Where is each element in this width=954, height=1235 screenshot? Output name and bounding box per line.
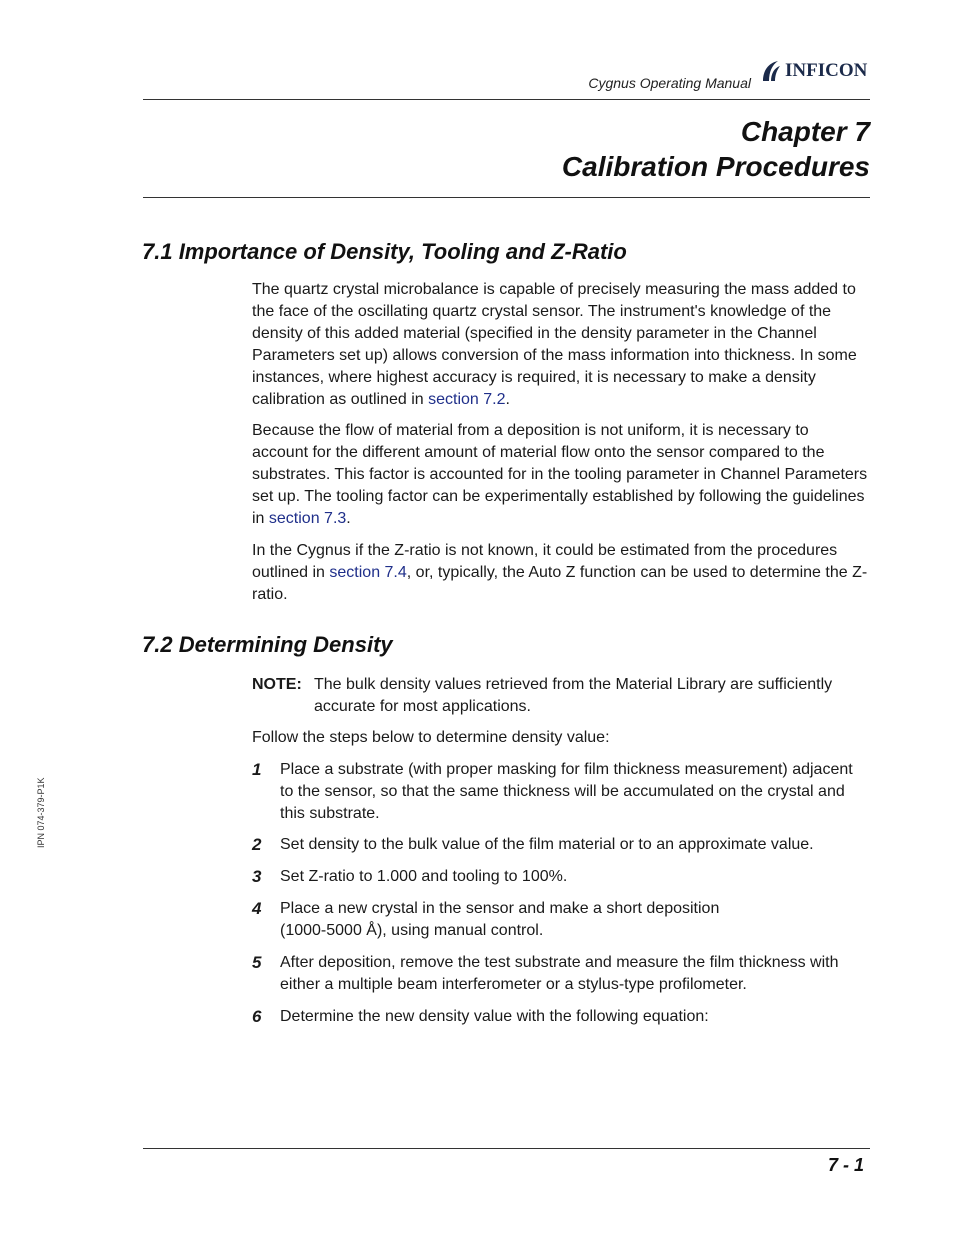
- step-text: After deposition, remove the test substrate and measure the film thickness with either a multiple beam interferometer or a stylus-type profilometer.: [280, 954, 839, 993]
- inficon-logo-icon: [760, 59, 782, 83]
- step-6: [252, 1006, 868, 1028]
- paragraph-text: In the Cygnus if the Z-ratio is not known, it could be estimated from the procedures outlined in: [252, 542, 838, 581]
- step-number: 4: [252, 899, 262, 918]
- section-7-3-link[interactable]: section 7.3: [268, 510, 347, 527]
- page-number: 7 - 1: [827, 1155, 864, 1175]
- section-7-2-heading: 7.2 Determining Density: [142, 632, 393, 657]
- inficon-logo: [760, 58, 867, 84]
- footer-rule: [143, 1148, 870, 1149]
- paragraph-end: .: [505, 391, 510, 408]
- chapter-rule: [143, 197, 870, 198]
- step-4: [252, 898, 868, 942]
- section-7-1-heading: 7.1 Importance of Density, Tooling and Z-Ratio: [142, 239, 627, 264]
- chapter-title: [562, 114, 870, 184]
- steps-intro: Follow the steps below to determine density value:: [252, 729, 610, 746]
- step-number: 2: [252, 835, 262, 854]
- paragraph-text: The quartz crystal microbalance is capable of precisely measuring the mass added to the face of the oscillating quartz crystal sensor. The instrument's knowledge of the density of this added material (specified in the density parameter in the Channel Parameters set up) allows conversion of the mass information into thickness. In some instances, where highest accuracy is required, it is necessary to make a density calibration as outlined in: [252, 281, 857, 408]
- header-rule: [143, 99, 870, 100]
- step-number: 6: [252, 1007, 262, 1026]
- manual-title: Cygnus Operating Manual: [588, 75, 751, 91]
- step-1: [252, 759, 868, 825]
- step-text: Set density to the bulk value of the film material or to an approximate value.: [280, 836, 814, 853]
- section-7-4-link[interactable]: section 7.4: [329, 564, 407, 581]
- chapter-number: Chapter 7: [740, 116, 870, 147]
- step-text: Determine the new density value with the following equation:: [280, 1008, 709, 1025]
- step-text: Place a new crystal in the sensor and make a short deposition (1000-5000 Å), using manual control.: [280, 900, 720, 939]
- paragraph-end: , or, typically, the Auto Z function can be used to determine the Z-ratio.: [252, 564, 868, 603]
- step-text: Place a substrate (with proper masking for film thickness measurement) adjacent to the sensor, so that the same thickness will be accumulated on the crystal and this substrate.: [280, 761, 853, 822]
- section-7-2-link[interactable]: section 7.2: [428, 391, 506, 408]
- paragraph-text: Because the flow of material from a deposition is not uniform, it is necessary to account for the different amount of material flow onto the sensor compared to the substrates. This factor is accounted for in the tooling parameter in Channel Parameters set up. The tooling factor can be experimentally established by following the guidelines in: [252, 422, 868, 527]
- document-code: IPN 074-379-P1K: [36, 777, 46, 848]
- chapter-name: Calibration Procedures: [561, 151, 870, 182]
- step-number: 1: [252, 760, 262, 779]
- step-2: [252, 834, 868, 856]
- step-text: Set Z-ratio to 1.000 and tooling to 100%.: [280, 868, 568, 885]
- logo-text: INFICON: [785, 60, 868, 81]
- section-7-1-paragraph-2: [252, 420, 868, 530]
- note-label: NOTE:: [252, 676, 302, 693]
- paragraph-end: .: [346, 510, 351, 527]
- section-7-1-paragraph-3: [252, 540, 868, 606]
- step-5: [252, 952, 868, 996]
- step-number: 3: [252, 867, 262, 886]
- step-number: 5: [252, 953, 262, 972]
- note-block: [252, 674, 868, 718]
- step-3: [252, 866, 868, 888]
- note-text: The bulk density values retrieved from the Material Library are sufficiently accurate for most applications.: [314, 676, 833, 715]
- section-7-1-paragraph-1: [252, 279, 868, 411]
